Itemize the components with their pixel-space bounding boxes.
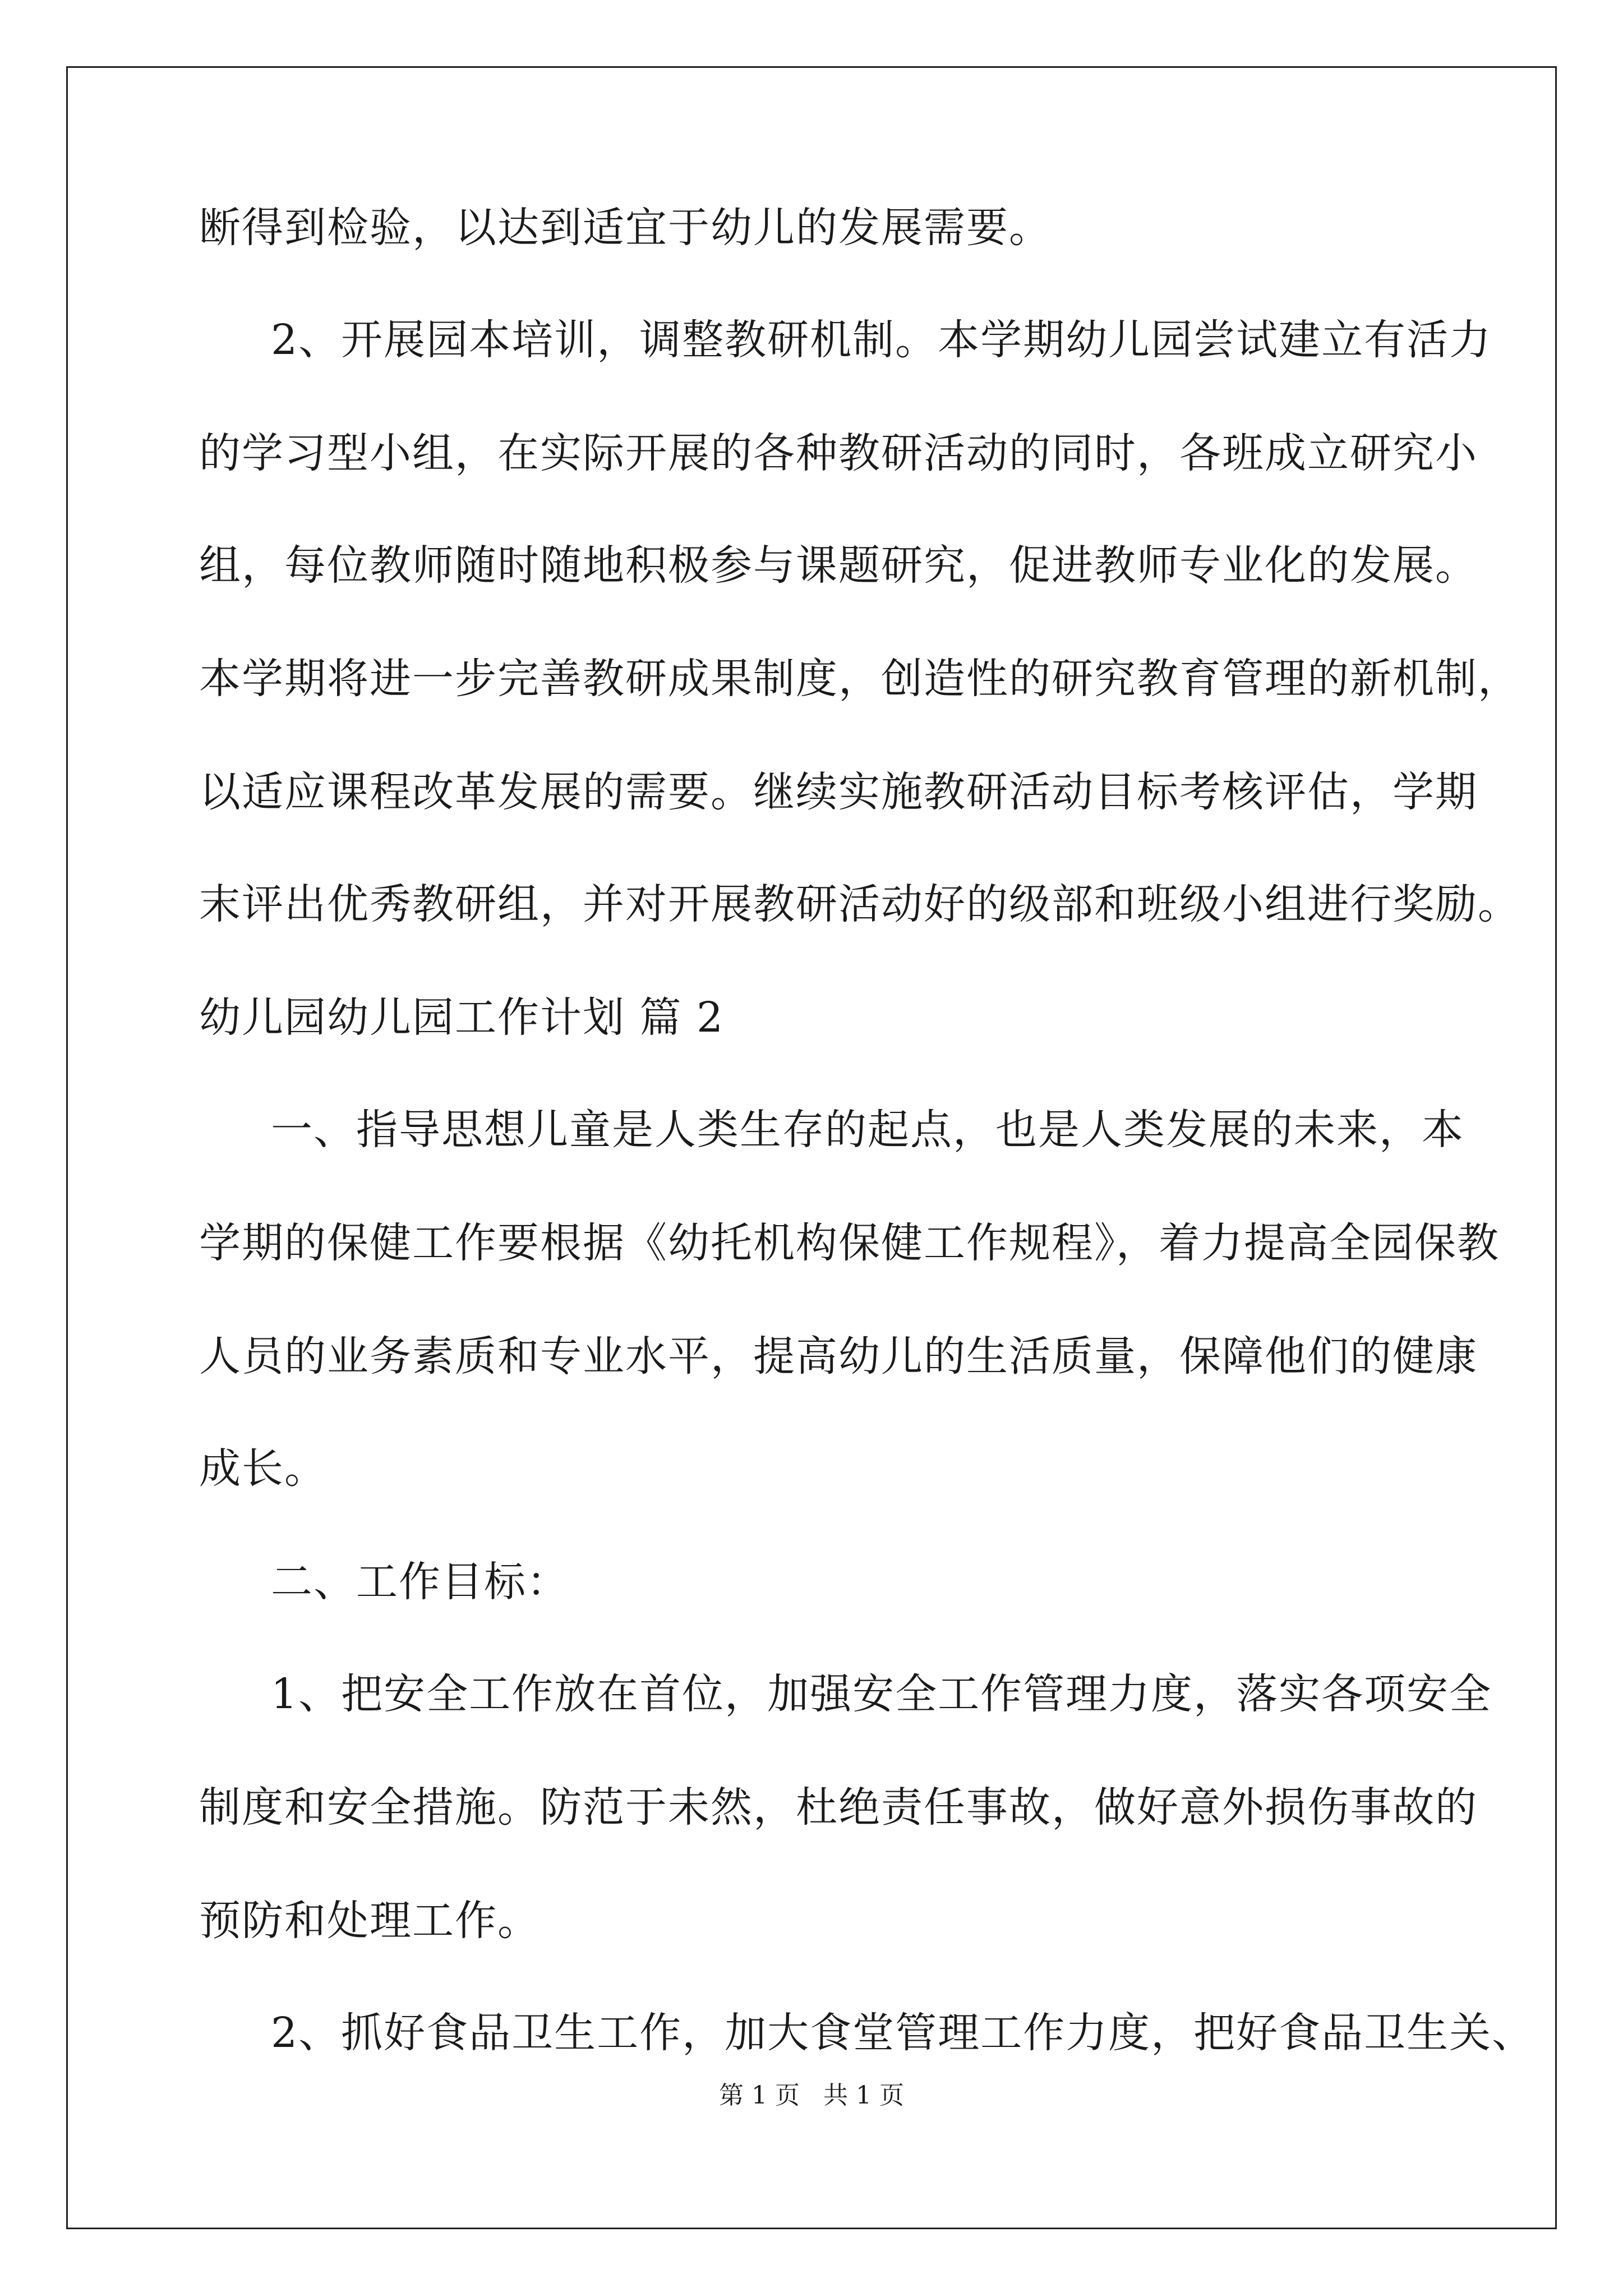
text-line: 学期的保健工作要根据《幼托机构保健工作规程》，着力提高全园保教 xyxy=(199,1219,1500,1267)
text-line: 本学期将进一步完善教研成果制度，创造性的研究教育管理的新机制， xyxy=(199,655,1520,703)
text-line: 以适应课程改革发展的需要。继续实施教研活动目标考核评估，学期 xyxy=(199,768,1478,816)
paragraph-first-line: 1、把安全工作放在首位，加强安全工作管理力度，落实各项安全 xyxy=(271,1670,1492,1718)
text-line: 的学习型小组，在实际开展的各种教研活动的同时，各班成立研究小 xyxy=(199,429,1478,477)
paragraph-first-line: 2、开展园本培训，调整教研机制。本学期幼儿园尝试建立有活力 xyxy=(271,316,1492,364)
paragraph-first-line: 2、抓好食品卫生工作，加大食堂管理工作力度，把好食品卫生关、 xyxy=(271,2009,1535,2057)
text-line: 预防和处理工作。 xyxy=(199,1897,540,1945)
text-line: 组，每位教师随时随地积极参与课题研究，促进教师专业化的发展。 xyxy=(199,541,1478,590)
page-footer: 第 1 页 共 1 页 xyxy=(719,2081,904,2110)
text-line: 末评出优秀教研组，并对开展教研活动好的级部和班级小组进行奖励。 xyxy=(199,880,1520,928)
paragraph-first-line: 二、工作目标： xyxy=(271,1558,569,1606)
section-heading: 幼儿园幼儿园工作计划 篇 2 xyxy=(199,993,725,1042)
text-line: 断得到检验，以达到适宜于幼儿的发展需要。 xyxy=(199,204,1052,252)
paragraph-first-line: 一、指导思想儿童是人类生存的起点，也是人类发展的未来，本 xyxy=(271,1106,1464,1154)
text-line: 人员的业务素质和专业水平，提高幼儿的生活质量，保障他们的健康 xyxy=(199,1332,1478,1381)
text-line: 成长。 xyxy=(199,1444,327,1493)
text-line: 制度和安全措施。防范于未然，杜绝责任事故，做好意外损伤事故的 xyxy=(199,1783,1478,1832)
